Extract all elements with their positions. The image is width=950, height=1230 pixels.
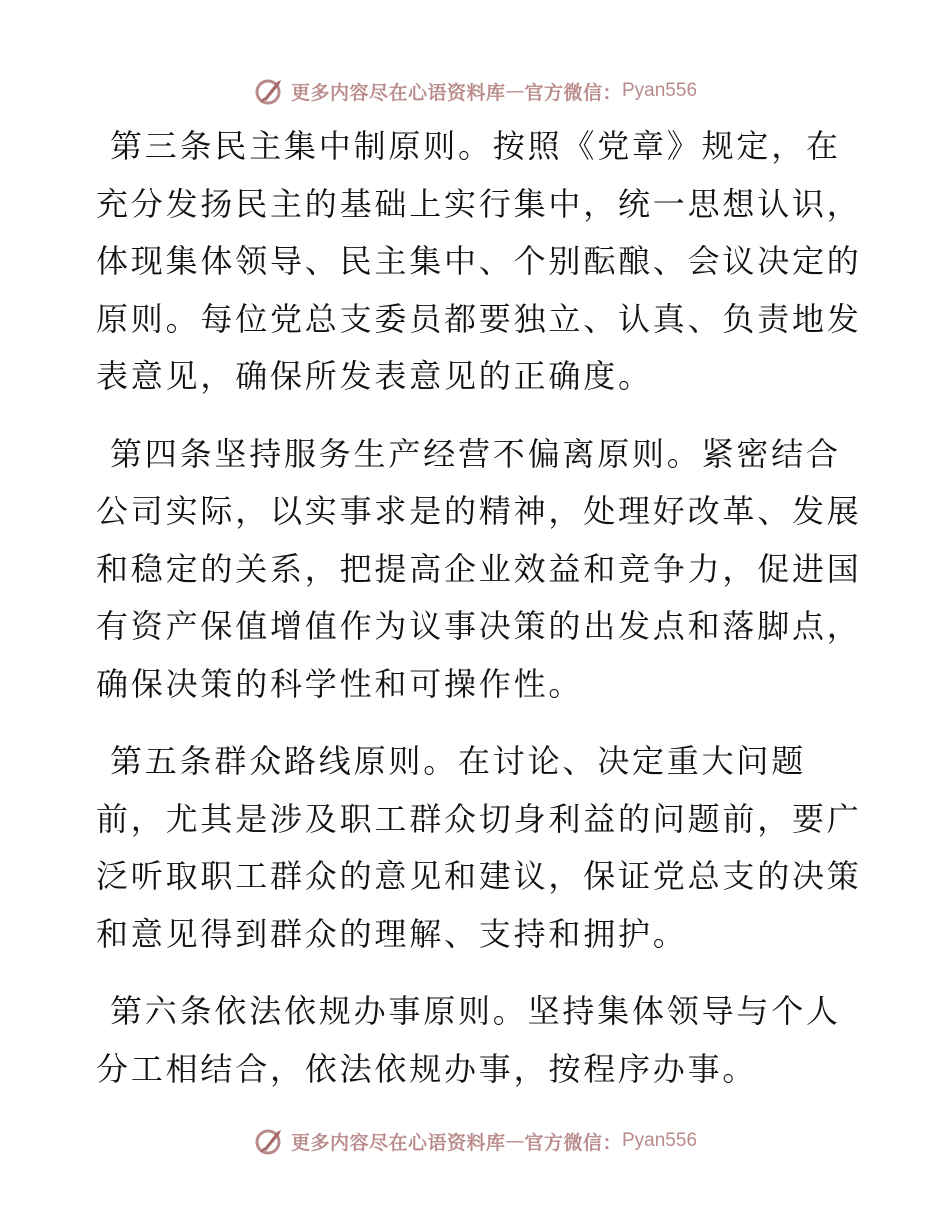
text-line: 表意见，确保所发表意见的正确度。 — [96, 357, 653, 395]
quill-pen-circle-icon — [253, 1124, 287, 1158]
watermark-brand-text: 更多内容尽在心语资料库 — [290, 81, 506, 104]
watermark-separator: — — [505, 1130, 525, 1152]
document-body — [96, 118, 862, 1118]
text-line: 分工相结合，依法依规办事，按程序办事。 — [96, 1049, 758, 1088]
text-line: 原则。每位党总支委员都要独立、认真、负责地发 — [96, 299, 862, 338]
text-line: 第六条依法依规办事原则。坚持集体领导与个人 — [110, 992, 841, 1030]
watermark-wechat-id: Pyan556 — [622, 80, 698, 101]
text-line: 和稳定的关系，把提高企业效益和竞争力，促进国 — [96, 549, 862, 588]
text-line: 第四条坚持服务生产经营不偏离原则。紧密结合 — [110, 434, 841, 473]
watermark-wechat-label: 官方微信： — [524, 1131, 622, 1154]
header-watermark — [0, 74, 950, 108]
text-line: 第五条群众路线原则。在讨论、决定重大问题 — [110, 742, 807, 780]
text-line: 充分发扬民主的基础上实行集中，统一思想认识， — [96, 184, 862, 223]
text-line: 泛听取职工群众的意见和建议，保证党总支的决策 — [96, 857, 862, 895]
article-paragraph-3 — [96, 118, 862, 406]
watermark-brand-text: 更多内容尽在心语资料库 — [290, 1131, 506, 1154]
text-line: 确保决策的科学性和可操作性。 — [96, 664, 584, 703]
text-line: 和意见得到群众的理解、支持和拥护。 — [96, 914, 688, 953]
text-line: 第三条民主集中制原则。按照《党章》规定，在 — [110, 127, 841, 165]
text-line: 前，尤其是涉及职工群众切身利益的问题前，要广 — [96, 799, 862, 838]
footer-watermark — [0, 1124, 950, 1158]
text-line: 有资产保值增值作为议事决策的出发点和落脚点， — [96, 607, 862, 645]
article-paragraph-6 — [96, 983, 856, 1098]
article-paragraph-4 — [96, 426, 862, 714]
text-line: 体现集体领导、民主集中、个别酝酿、会议决定的 — [96, 242, 862, 280]
watermark-wechat-label: 官方微信： — [524, 81, 622, 104]
article-paragraph-5 — [96, 733, 862, 963]
quill-pen-circle-icon — [253, 74, 287, 108]
watermark-wechat-id: Pyan556 — [622, 1130, 698, 1151]
watermark-separator: — — [505, 80, 525, 102]
text-line: 公司实际，以实事求是的精神，处理好改革、发展 — [96, 492, 862, 530]
